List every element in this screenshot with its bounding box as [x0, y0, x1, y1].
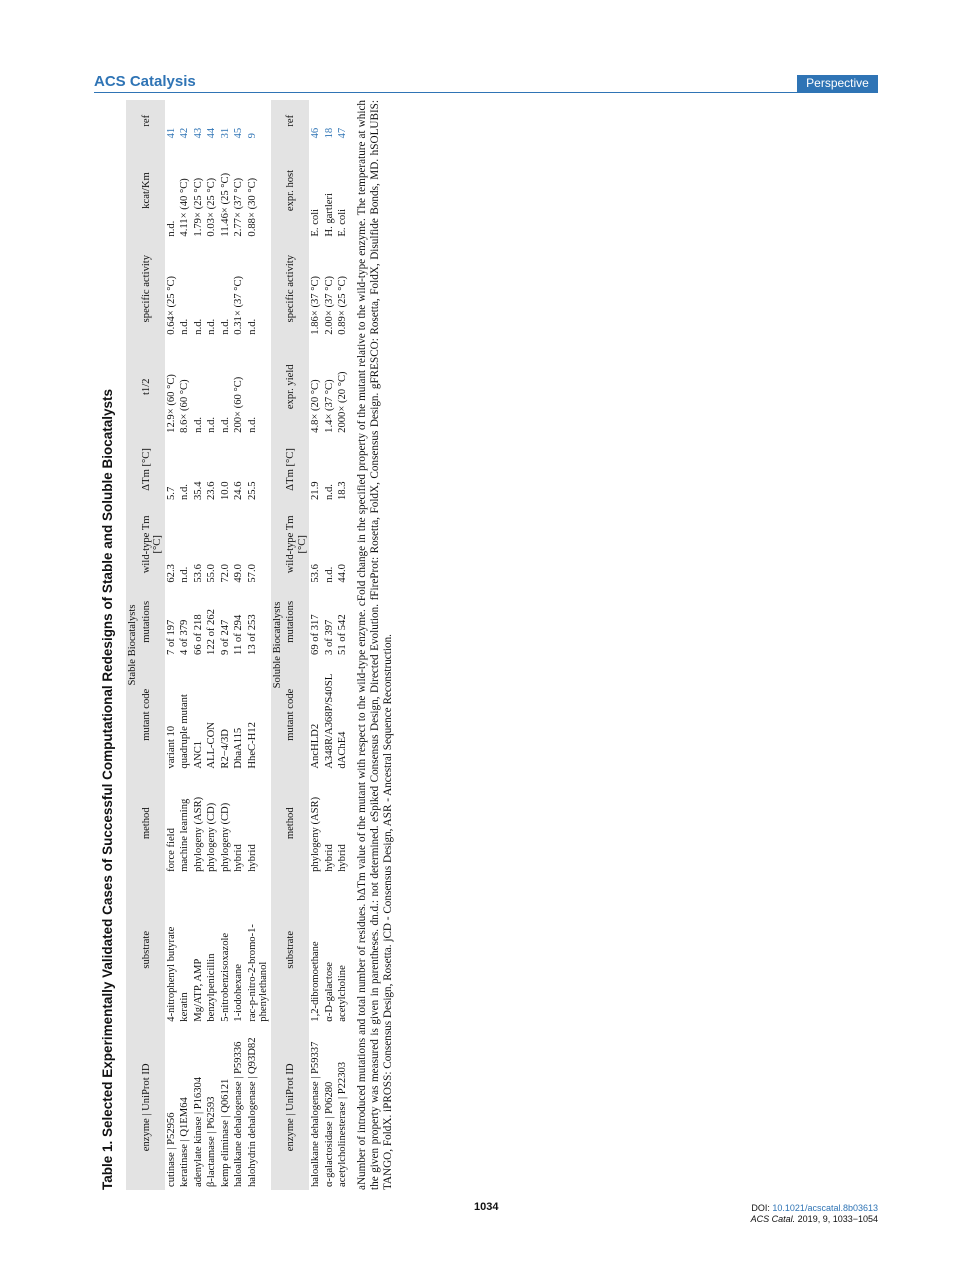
page-number: 1034 [474, 1201, 499, 1213]
table-cell: 53.6 [192, 564, 204, 583]
table-cell: n.d. [179, 318, 190, 335]
stable-col-header: mutations [140, 586, 165, 658]
table-cell: force field [165, 828, 177, 872]
reference-link[interactable]: 45 [233, 127, 244, 139]
table-cell: 11.46× (25 °C) [219, 172, 231, 237]
reference-link[interactable]: 43 [192, 127, 204, 139]
reference-link[interactable]: 44 [206, 127, 217, 139]
table-cell: 4.11× (40 °C) [179, 178, 190, 237]
doi-link[interactable]: 10.1021/acscatal.8b03613 [772, 1203, 878, 1213]
table-caption: Table 1. Selected Experimentally Validated Cases of Successful Computational Redesigns of Stable and Soluble Biocatalysts [100, 389, 115, 1190]
soluble-col-header: method [284, 772, 309, 875]
table-cell: n.d. [192, 318, 204, 335]
table-cell: n.d. [179, 484, 190, 500]
stable-col-header: wild-type Tm [°C] [140, 503, 165, 586]
table-cell: R2−4/3D [219, 729, 231, 769]
table-cell: 1-iodohexane [233, 964, 244, 1022]
table-cell: machine learning [179, 798, 190, 872]
table-cell: dAChE4 [337, 731, 348, 769]
soluble-col-header: ref [284, 100, 309, 141]
table-cell: 0.31× (37 °C) [233, 275, 244, 335]
table-cell: n.d. [179, 566, 190, 583]
journal-name: ACS Catalysis [94, 73, 196, 90]
table-cell: 2.00× (37 °C) [323, 275, 335, 335]
table-cell: n.d. [246, 318, 258, 335]
soluble-col-header: substrate [284, 875, 309, 1025]
stable-col-header: substrate [140, 875, 165, 1025]
soluble-col-header: mutations [284, 586, 309, 658]
table-cell: n.d. [165, 220, 177, 237]
table-cell: 66 of 218 [192, 614, 204, 655]
table-cell: hybrid [323, 844, 335, 872]
stable-col-header: mutant code [140, 658, 165, 772]
soluble-header-row [284, 100, 309, 1190]
table-cell: 35.4 [192, 481, 204, 500]
table-cell: 72.0 [219, 564, 231, 583]
table-cell: 0.89× (25 °C) [337, 275, 348, 335]
table-cell: E. coli [310, 208, 321, 237]
table-cell: n.d. [192, 416, 204, 433]
table-row [323, 100, 337, 1190]
reference-link[interactable]: 18 [323, 127, 335, 139]
table-cell: halohydrin dehalogenase | Q93D82 [246, 1037, 258, 1187]
table-cell: variant 10 [165, 725, 177, 769]
table-cell: rac-p-nitro-2-bromo-1-phenylethanol [246, 924, 269, 1022]
table-row [205, 100, 219, 1190]
table-cell: 13 of 253 [246, 614, 258, 655]
table-cell: phylogeny (ASR) [192, 796, 204, 872]
table-cell: 1.86× (37 °C) [310, 275, 321, 335]
table-cell: 2000× (20 °C) [337, 371, 348, 433]
table-cell: n.d. [219, 416, 231, 433]
stable-col-header: ref [140, 100, 165, 141]
table-footnotes: aNumber of introduced mutations and total number of residues. bΔTm value of the mutant with respect to the wild-type enzyme. cFold change in the specified property of the mutant relative to the wild-type enzyme. The temperature at which the given property was measured is given in parentheses. dn.d.: not determined. eSpiked Consensus Design, Directed Evolution. fFireProt: Rosetta, FoldX, Consensus Design. gFRESCO: Rosetta, FoldX, Disulfide Bonds, MD. hSOLUBIS: TANGO, FoldX. iPROSS: Consensus Design, Rosetta. jCD - Consensus Design, ASR - Ancestral Sequence Reconstruction. [355, 100, 394, 1190]
table-cell: 7 of 197 [165, 619, 177, 655]
table-cell: 4.8× (20 °C) [310, 379, 321, 433]
table-cell: 12.9× (60 °C) [165, 374, 177, 433]
reference-link[interactable]: 41 [165, 127, 177, 139]
table-cell: phylogeny (CD) [219, 802, 231, 872]
table-cell: α-galactosidase | P06280 [323, 1081, 335, 1187]
header-rule [94, 92, 878, 93]
stable-col-header: method [140, 772, 165, 875]
table-row [192, 100, 206, 1190]
table-cell: DhaA115 [233, 727, 244, 769]
table-cell: 51 of 542 [337, 614, 348, 655]
table-cell: n.d. [206, 318, 217, 335]
table-cell: E. coli [337, 208, 348, 237]
table-cell: 8.6× (60 °C) [179, 379, 190, 433]
table-cell: ANC1 [192, 740, 204, 769]
table-cell: 21.9 [310, 481, 321, 500]
soluble-col-header: wild-type Tm [°C] [284, 503, 309, 586]
stable-col-header: ΔTm [°C] [140, 436, 165, 503]
table-cell: 0.64× (25 °C) [165, 275, 177, 335]
table-cell: 1,2-dibromoethane [310, 941, 321, 1022]
table-cell: phylogeny (CD) [206, 802, 217, 872]
stable-section-row [126, 100, 140, 1190]
table-cell: 3 of 397 [323, 619, 335, 655]
table-cell: haloalkane dehalogenase | P59336 [233, 1041, 244, 1187]
table-cell: 62.3 [165, 564, 177, 583]
table-cell: 0.03× (25 °C) [206, 177, 217, 237]
biocatalysts-table [126, 100, 350, 1190]
soluble-col-header: specific activity [284, 240, 309, 338]
table-cell: 10.0 [219, 481, 231, 500]
citation-footer [751, 1203, 878, 1225]
table-cell: 0.88× (30 °C) [246, 177, 258, 237]
table-cell: α-D-galactose [323, 962, 335, 1022]
table-cell: hybrid [246, 844, 258, 872]
table-cell: n.d. [246, 416, 258, 433]
soluble-col-header: mutant code [284, 658, 309, 772]
table-cell: benzylpenicillin [206, 953, 217, 1022]
table-cell: 57.0 [246, 564, 258, 583]
soluble-col-header: enzyme | UniProt ID [284, 1025, 309, 1190]
table-cell: 4 of 379 [179, 619, 190, 655]
reference-link[interactable]: 31 [219, 127, 231, 139]
table-row [165, 100, 179, 1190]
table-cell: 23.6 [206, 481, 217, 500]
citation-journal: ACS Catal. [750, 1214, 796, 1224]
table-cell: n.d. [219, 318, 231, 335]
table-cell: β-lactamase | P62593 [206, 1096, 217, 1187]
table-cell: 4-nitrophenyl butyrate [165, 926, 177, 1022]
reference-link[interactable]: 47 [337, 127, 348, 139]
table-cell: 49.0 [233, 564, 244, 583]
table-cell: quadruple mutant [179, 694, 190, 769]
soluble-col-header: expr. host [284, 141, 309, 239]
table-cell: 200× (60 °C) [233, 376, 244, 433]
table-cell: haloalkane dehalogenase | P59337 [310, 1041, 321, 1187]
soluble-section-row [271, 100, 285, 1190]
doi-prefix: DOI: [751, 1203, 773, 1213]
table-cell: hybrid [233, 844, 244, 872]
stable-col-header: kcat/Km [140, 141, 165, 239]
table-row [246, 100, 271, 1190]
soluble-col-header: expr. yield [284, 338, 309, 436]
table-cell: cutinase | P52956 [165, 1112, 177, 1187]
stable-col-header: t1/2 [140, 338, 165, 436]
table-row [232, 100, 246, 1190]
table-cell: 53.6 [310, 564, 321, 583]
stable-col-header: specific activity [140, 240, 165, 338]
table-row [219, 100, 233, 1190]
table-row [336, 100, 350, 1190]
table-cell: 1.4× (37 °C) [323, 379, 335, 433]
rotated-table-block [100, 100, 510, 1190]
table-cell: 69 of 317 [310, 614, 321, 655]
table-cell: 24.6 [233, 481, 244, 500]
soluble-section-title: Soluble Biocatalysts [271, 100, 285, 1190]
table-cell: adenylate kinase | P16304 [192, 1076, 204, 1187]
table-cell: 55.0 [206, 564, 217, 583]
table-cell: phylogeny (ASR) [310, 796, 321, 872]
section-badge: Perspective [797, 75, 878, 92]
table-cell: n.d. [323, 566, 335, 583]
table-cell: 44.0 [337, 564, 348, 583]
table-cell: 1.79× (25 °C) [192, 177, 204, 237]
reference-link[interactable]: 46 [310, 127, 321, 139]
table-cell: n.d. [206, 416, 217, 433]
table-row [178, 100, 192, 1190]
stable-col-header: enzyme | UniProt ID [140, 1025, 165, 1190]
table-cell: n.d. [323, 484, 335, 500]
citation-volume: 2019, 9, 1033−1054 [795, 1214, 878, 1224]
table-row [309, 100, 323, 1190]
table-cell: 18.3 [337, 481, 348, 500]
table-cell: AncHLD2 [310, 723, 321, 769]
table-cell: kemp eliminase | Q06121 [219, 1078, 231, 1187]
reference-link[interactable]: 42 [179, 127, 190, 139]
table-cell: A348R/A368P/S40SL [323, 673, 335, 769]
table-cell: 9 of 247 [219, 619, 231, 655]
table-cell: 5-nitrobenzisoxazole [219, 932, 231, 1022]
table-cell: acetylcholinesterase | P22303 [337, 1061, 348, 1187]
table-cell: hybrid [337, 844, 348, 872]
table-cell: H. gartleri [323, 193, 335, 237]
table-cell: 122 of 262 [206, 609, 217, 655]
table-cell: keratin [179, 992, 190, 1022]
table-cell: 25.5 [246, 481, 258, 500]
table-cell: ALL-CON [206, 722, 217, 769]
stable-section-title: Stable Biocatalysts [126, 100, 140, 1190]
table-cell: Mg/ATP, AMP [192, 958, 204, 1022]
table-cell: acetylcholine [337, 965, 348, 1022]
reference-link[interactable]: 9 [246, 133, 258, 139]
soluble-col-header: ΔTm [°C] [284, 436, 309, 503]
table-cell: keratinase | Q1EM64 [179, 1097, 190, 1187]
table-cell: 5.7 [165, 486, 177, 500]
stable-header-row [140, 100, 165, 1190]
table-cell: HheC-H12 [246, 722, 258, 769]
table-cell: 2.77× (37 °C) [233, 177, 244, 237]
table-cell: 11 of 294 [233, 614, 244, 655]
